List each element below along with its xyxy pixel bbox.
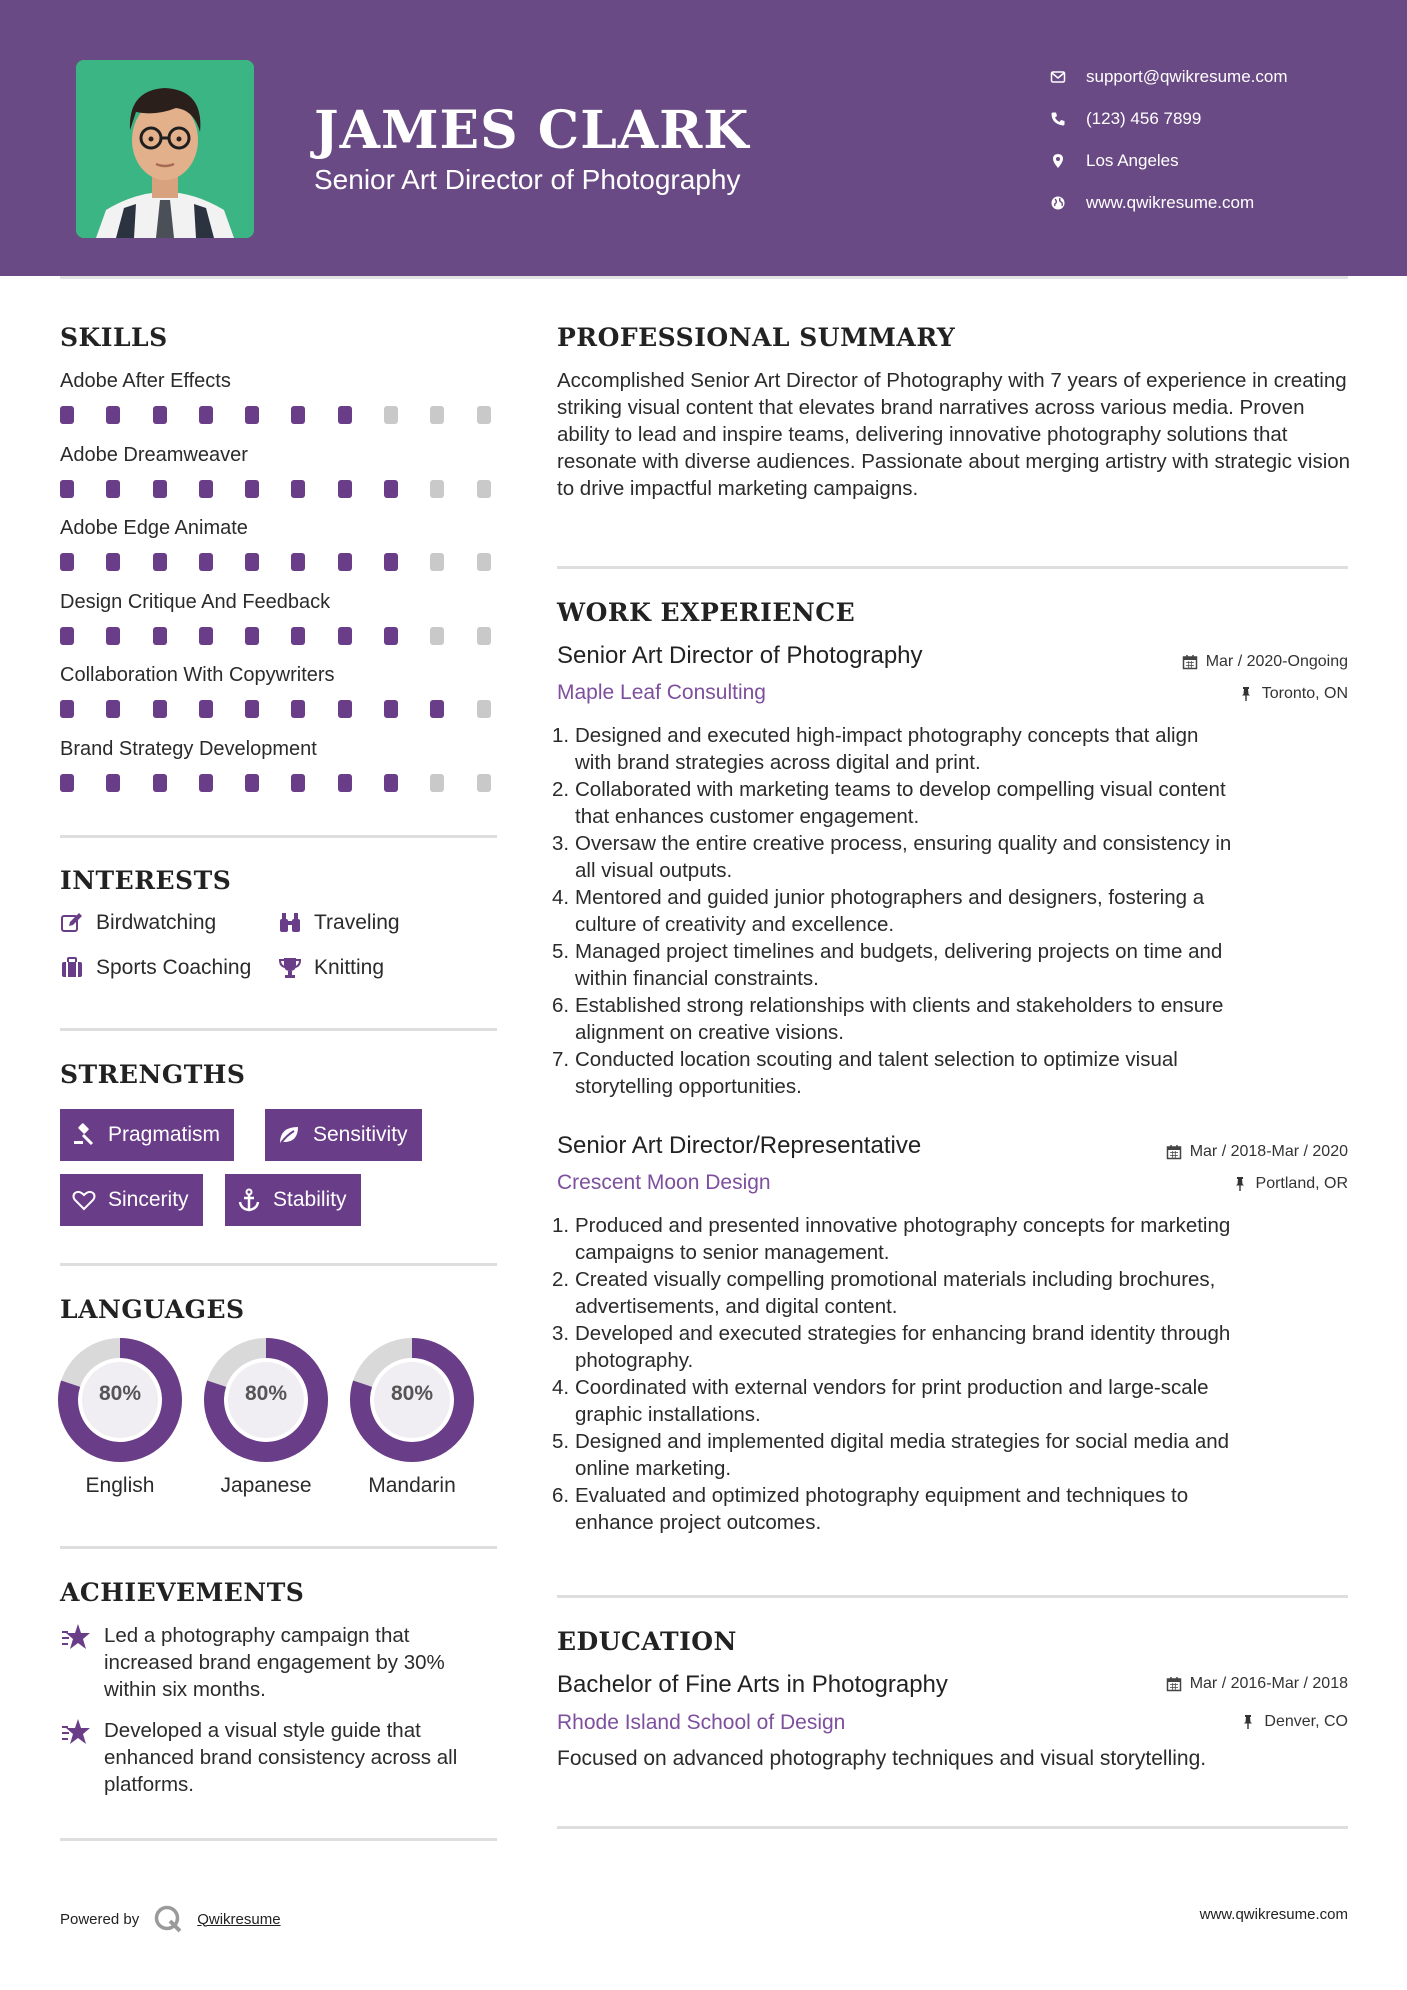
- responsibility-line: advertisements, and digital content.: [575, 1295, 898, 1318]
- strength-label: Stability: [273, 1188, 347, 1211]
- responsibility-text: [575, 1046, 1178, 1100]
- star-award-icon: [60, 1717, 92, 1747]
- interests-heading: INTERESTS: [60, 866, 232, 895]
- skills-heading: SKILLS: [60, 323, 168, 352]
- interest-item: [278, 956, 384, 980]
- skill-name: Collaboration With Copywriters: [60, 664, 335, 686]
- interest-label: Knitting: [314, 956, 385, 979]
- edit-icon: [60, 911, 84, 935]
- language-percent: 80%: [390, 1382, 434, 1405]
- rating-dot-filled: [384, 774, 398, 792]
- interest-label: Sports Coaching: [96, 956, 252, 979]
- responsibility-text: [575, 1374, 1209, 1428]
- rating-dot-filled: [199, 553, 213, 571]
- calendar-icon: [1166, 1144, 1182, 1160]
- rating-dot-filled: [338, 406, 352, 424]
- brand-link[interactable]: Qwikresume: [197, 1910, 281, 1928]
- interest-item: [278, 911, 400, 935]
- rating-dot-filled: [384, 480, 398, 498]
- language-item: [204, 1338, 328, 1498]
- responsibility-text: [575, 830, 1231, 884]
- language-item: [350, 1338, 474, 1498]
- responsibility-number: 1.: [552, 1214, 570, 1237]
- responsibility-text: [575, 1266, 1215, 1320]
- interests-divider: [60, 1028, 497, 1031]
- rating-dot-filled: [384, 553, 398, 571]
- profile-photo: [76, 60, 254, 238]
- responsibility-number: 4.: [552, 1376, 570, 1399]
- pushpin-icon: [1240, 1714, 1256, 1730]
- responsibility-line: within financial constraints.: [575, 967, 819, 990]
- resume-header: [0, 0, 1407, 276]
- rating-dot-filled: [60, 553, 74, 571]
- job-dates: [1182, 653, 1348, 671]
- map-pin-icon: [1050, 153, 1086, 169]
- achievement-item: [60, 1622, 500, 1703]
- responsibility-line: all visual outputs.: [575, 859, 733, 882]
- contact-phone-text: (123) 456 7899: [1086, 109, 1202, 128]
- summary-heading: PROFESSIONAL SUMMARY: [557, 323, 956, 352]
- rating-dot-filled: [291, 480, 305, 498]
- contact-email[interactable]: [1050, 56, 1380, 98]
- responsibility-item: [552, 776, 1352, 830]
- achievement-text: Developed a visual style guide that enhanced brand consistency across all platforms.: [104, 1719, 458, 1796]
- rating-dot-filled: [153, 553, 167, 571]
- education-dates: [1166, 1675, 1348, 1693]
- rating-dot-empty: [477, 480, 491, 498]
- responsibility-line: online marketing.: [575, 1457, 732, 1480]
- rating-dot-filled: [60, 480, 74, 498]
- strength-label: Sincerity: [108, 1188, 189, 1211]
- rating-dot-filled: [106, 406, 120, 424]
- rating-dot-filled: [153, 406, 167, 424]
- profile-photo-illustration: [76, 60, 254, 238]
- rating-dot-empty: [430, 406, 444, 424]
- strength-badge: [265, 1109, 422, 1161]
- achievement-text: Led a photography campaign that increased brand engagement by 30% within six months.: [104, 1624, 445, 1701]
- degree-title: Bachelor of Fine Arts in Photography: [557, 1671, 948, 1698]
- education-divider: [557, 1826, 1348, 1829]
- company-name[interactable]: Crescent Moon Design: [557, 1171, 771, 1194]
- rating-dot-filled: [106, 700, 120, 718]
- rating-dot-filled: [338, 480, 352, 498]
- rating-dot-filled: [291, 627, 305, 645]
- responsibility-number: 3.: [552, 1322, 570, 1345]
- responsibility-line: alignment on creative visions.: [575, 1021, 844, 1044]
- achievements-heading: ACHIEVEMENTS: [60, 1578, 305, 1607]
- responsibility-number: 1.: [552, 724, 570, 747]
- skill-rating: [60, 700, 523, 718]
- rating-dot-filled: [153, 480, 167, 498]
- skill-rating: [60, 774, 523, 792]
- rating-dot-filled: [384, 627, 398, 645]
- rating-dot-empty: [430, 480, 444, 498]
- rating-dot-filled: [199, 774, 213, 792]
- rating-dot-filled: [245, 700, 259, 718]
- responsibility-line: Designed and implemented digital media strategies for social media and: [575, 1430, 1230, 1453]
- interest-label: Traveling: [314, 911, 400, 934]
- responsibility-item: [552, 1320, 1352, 1374]
- rating-dot-filled: [338, 774, 352, 792]
- responsibility-line: Designed and executed high-impact photography concepts that align: [575, 724, 1199, 747]
- job-dates: [1166, 1143, 1348, 1161]
- job-responsibilities: [552, 722, 1352, 1100]
- responsibility-text: [575, 992, 1223, 1046]
- powered-by: [60, 1904, 281, 1934]
- responsibility-line: Collaborated with marketing teams to develop compelling visual content: [575, 778, 1226, 801]
- globe-icon: [1050, 195, 1086, 211]
- skill-rating: [60, 406, 523, 424]
- skill-rating: [60, 480, 523, 498]
- responsibility-line: storytelling opportunities.: [575, 1075, 802, 1098]
- responsibility-number: 6.: [552, 994, 570, 1017]
- responsibility-item: [552, 1374, 1352, 1428]
- rating-dot-filled: [199, 700, 213, 718]
- responsibility-text: [575, 1428, 1229, 1482]
- rating-dot-filled: [199, 480, 213, 498]
- rating-dot-filled: [106, 553, 120, 571]
- rating-dot-filled: [60, 700, 74, 718]
- responsibility-item: [552, 1046, 1352, 1100]
- phone-icon: [1050, 111, 1086, 127]
- binoculars-icon: [278, 911, 302, 935]
- trophy-icon: [278, 956, 302, 980]
- contact-location: [1050, 140, 1380, 182]
- strengths-heading: STRENGTHS: [60, 1060, 246, 1089]
- responsibility-item: [552, 938, 1352, 992]
- powered-by-label: Powered by: [60, 1910, 140, 1928]
- school-name[interactable]: Rhode Island School of Design: [557, 1711, 846, 1734]
- language-name: Japanese: [220, 1474, 312, 1497]
- rating-dot-filled: [338, 700, 352, 718]
- contact-email-text: support@qwikresume.com: [1086, 67, 1288, 86]
- education-heading: EDUCATION: [557, 1627, 737, 1656]
- responsibility-item: [552, 1212, 1352, 1266]
- responsibility-item: [552, 1428, 1352, 1482]
- responsibility-line: campaigns to senior management.: [575, 1241, 890, 1264]
- rating-dot-empty: [477, 406, 491, 424]
- education-description: Focused on advanced photography techniques and visual storytelling.: [557, 1747, 1207, 1770]
- contact-website-text: www.qwikresume.com: [1086, 193, 1255, 212]
- responsibility-item: [552, 722, 1352, 776]
- language-name: Mandarin: [368, 1474, 456, 1497]
- rating-dot-empty: [430, 774, 444, 792]
- responsibility-line: Created visually compelling promotional materials including brochures,: [575, 1268, 1216, 1291]
- skill-name: Brand Strategy Development: [60, 737, 317, 760]
- responsibility-number: 6.: [552, 1484, 570, 1507]
- interest-label: Birdwatching: [96, 911, 217, 934]
- responsibility-text: [575, 938, 1222, 992]
- skill-name: Adobe Edge Animate: [60, 517, 248, 539]
- rating-dot-empty: [477, 627, 491, 645]
- rating-dot-filled: [153, 774, 167, 792]
- rating-dot-filled: [291, 553, 305, 571]
- header-divider: [60, 276, 1348, 279]
- responsibility-line: with brand strategies across digital and print.: [575, 751, 981, 774]
- responsibility-line: enhance project outcomes.: [575, 1511, 822, 1534]
- education-location: [1240, 1713, 1348, 1731]
- language-name: English: [85, 1474, 155, 1497]
- briefcase-icon: [60, 956, 84, 980]
- candidate-name: JAMES CLARK: [314, 100, 750, 161]
- rating-dot-filled: [291, 774, 305, 792]
- star-award-icon: [60, 1622, 92, 1652]
- contact-website[interactable]: [1050, 182, 1380, 224]
- rating-dot-filled: [245, 480, 259, 498]
- rating-dot-filled: [245, 406, 259, 424]
- responsibility-number: 2.: [552, 1268, 570, 1291]
- experience-divider: [557, 1595, 1348, 1598]
- achievements-divider: [60, 1838, 497, 1841]
- contact-list: [1050, 56, 1380, 224]
- rating-dot-filled: [384, 700, 398, 718]
- anchor-icon: [237, 1188, 261, 1212]
- skill-rating: [60, 627, 523, 645]
- responsibility-item: [552, 1482, 1352, 1536]
- language-percent: 80%: [244, 1382, 288, 1405]
- skill-name: Adobe Dreamweaver: [60, 443, 248, 466]
- responsibility-line: photography.: [575, 1349, 694, 1372]
- contact-phone[interactable]: [1050, 98, 1380, 140]
- responsibility-item: [552, 830, 1352, 884]
- responsibility-line: Conducted location scouting and talent selection to optimize visual: [575, 1048, 1178, 1071]
- responsibility-line: Developed and executed strategies for enhancing brand identity through: [575, 1322, 1231, 1345]
- rating-dot-empty: [477, 553, 491, 571]
- responsibility-item: [552, 884, 1352, 938]
- responsibility-item: [552, 1266, 1352, 1320]
- rating-dot-empty: [477, 700, 491, 718]
- rating-dot-filled: [338, 627, 352, 645]
- pushpin-icon: [1232, 1176, 1248, 1192]
- summary-divider: [557, 566, 1348, 569]
- rating-dot-filled: [199, 406, 213, 424]
- job-location-text: Portland, OR: [1255, 1175, 1348, 1192]
- responsibility-line: Managed project timelines and budgets, delivering projects on time and: [575, 940, 1223, 963]
- responsibility-line: Established strong relationships with clients and stakeholders to ensure: [575, 994, 1224, 1017]
- job-dates-text: Mar / 2020-Ongoing: [1205, 653, 1348, 670]
- responsibility-text: [575, 1212, 1230, 1266]
- calendar-icon: [1166, 1676, 1182, 1692]
- responsibility-item: [552, 992, 1352, 1046]
- leaf-icon: [277, 1123, 301, 1147]
- mail-icon: [1050, 69, 1086, 85]
- strength-badge: [225, 1174, 361, 1226]
- job-dates-text: Mar / 2018-Mar / 2020: [1189, 1143, 1348, 1160]
- responsibility-line: Evaluated and optimized photography equipment and techniques to: [575, 1484, 1189, 1507]
- language-percent: 80%: [98, 1382, 142, 1405]
- responsibility-line: Coordinated with external vendors for print production and large-scale: [575, 1376, 1209, 1399]
- rating-dot-empty: [430, 553, 444, 571]
- responsibility-text: [575, 1482, 1188, 1536]
- heart-icon: [72, 1188, 96, 1212]
- strength-label: Sensitivity: [313, 1123, 408, 1146]
- skill-name: Adobe After Effects: [60, 370, 231, 392]
- responsibility-number: 2.: [552, 778, 570, 801]
- strength-badge: [60, 1109, 234, 1161]
- rating-dot-filled: [153, 627, 167, 645]
- languages-heading: LANGUAGES: [60, 1295, 245, 1324]
- calendar-icon: [1182, 654, 1198, 670]
- responsibility-line: that enhances customer engagement.: [575, 805, 920, 828]
- experience-heading: WORK EXPERIENCE: [557, 598, 856, 627]
- skill-name: Design Critique And Feedback: [60, 590, 331, 613]
- rating-dot-filled: [245, 774, 259, 792]
- job-location: [1232, 1175, 1348, 1193]
- education-dates-text: Mar / 2016-Mar / 2018: [1189, 1675, 1348, 1692]
- responsibility-number: 4.: [552, 886, 570, 909]
- languages-divider: [60, 1546, 497, 1549]
- rating-dot-empty: [477, 774, 491, 792]
- rating-dot-empty: [384, 406, 398, 424]
- rating-dot-filled: [199, 627, 213, 645]
- rating-dot-filled: [106, 480, 120, 498]
- interest-item: [60, 911, 216, 935]
- interest-item: [60, 956, 251, 980]
- candidate-role: Senior Art Director of Photography: [314, 164, 741, 195]
- rating-dot-filled: [153, 700, 167, 718]
- job-location-text: Toronto, ON: [1261, 685, 1348, 702]
- responsibility-line: graphic installations.: [575, 1403, 761, 1426]
- responsibility-text: [575, 776, 1226, 830]
- language-item: [58, 1338, 182, 1498]
- responsibility-text: [575, 1320, 1230, 1374]
- rating-dot-filled: [291, 406, 305, 424]
- rating-dot-filled: [60, 406, 74, 424]
- responsibility-line: culture of creativity and excellence.: [575, 913, 895, 936]
- skill-rating: [60, 553, 523, 571]
- rating-dot-filled: [60, 627, 74, 645]
- responsibility-line: Produced and presented innovative photography concepts for marketing: [575, 1214, 1231, 1237]
- responsibility-number: 3.: [552, 832, 570, 855]
- responsibility-number: 5.: [552, 1430, 570, 1453]
- skills-divider: [60, 835, 497, 838]
- job-title: Senior Art Director of Photography: [557, 642, 923, 669]
- contact-location-text: Los Angeles: [1086, 151, 1179, 170]
- rating-dot-filled: [106, 774, 120, 792]
- qwikresume-logo-icon: [153, 1904, 183, 1934]
- rating-dot-filled: [338, 553, 352, 571]
- responsibility-text: [575, 884, 1204, 938]
- footer-website-link[interactable]: www.qwikresume.com: [1199, 1906, 1348, 1923]
- responsibility-number: 7.: [552, 1048, 570, 1071]
- responsibility-line: Oversaw the entire creative process, ensuring quality and consistency in: [575, 832, 1232, 855]
- strength-badge: [60, 1174, 203, 1226]
- strengths-divider: [60, 1263, 497, 1266]
- rating-dot-filled: [430, 700, 444, 718]
- responsibility-line: Mentored and guided junior photographers and designers, fostering a: [575, 886, 1205, 909]
- achievement-item: [60, 1717, 500, 1798]
- strength-label: Pragmatism: [108, 1123, 221, 1146]
- rating-dot-filled: [291, 700, 305, 718]
- rating-dot-filled: [245, 553, 259, 571]
- summary-text: Accomplished Senior Art Director of Photography with 7 years of experience in creating striking visual content that elevates brand narratives across various media. Proven ability to lead and inspire teams, delivering innovative photography solutions that resonate with diverse audiences. Passionate about merging artistry with strategic vision to drive impactful marketing campaigns.: [557, 369, 1351, 500]
- rating-dot-filled: [60, 774, 74, 792]
- rating-dot-empty: [430, 627, 444, 645]
- job-location: [1238, 685, 1348, 703]
- pushpin-icon: [1238, 686, 1254, 702]
- responsibility-text: [575, 722, 1198, 776]
- rating-dot-filled: [106, 627, 120, 645]
- responsibility-number: 5.: [552, 940, 570, 963]
- job-title: Senior Art Director/Representative: [557, 1132, 922, 1159]
- job-responsibilities: [552, 1212, 1352, 1536]
- company-name[interactable]: Maple Leaf Consulting: [557, 681, 766, 704]
- rating-dot-filled: [245, 627, 259, 645]
- education-location-text: Denver, CO: [1264, 1713, 1348, 1730]
- gavel-icon: [72, 1123, 96, 1147]
